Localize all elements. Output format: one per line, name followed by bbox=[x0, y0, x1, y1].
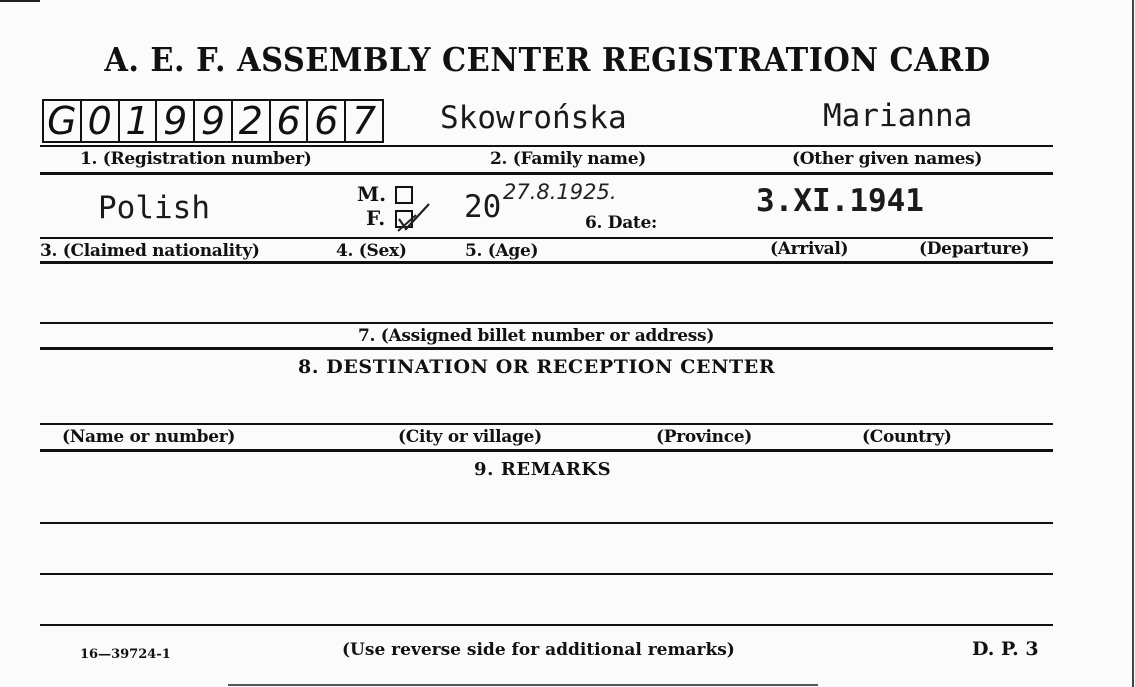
label-family-name: 2. (Family name) bbox=[490, 149, 646, 169]
destination-heading: 8. DESTINATION OR RECEPTION CENTER bbox=[298, 356, 776, 378]
sex-male-label: M. bbox=[357, 182, 387, 206]
arrival-date-value: 3.XI.1941 bbox=[756, 183, 924, 219]
sex-female-label: F. bbox=[366, 206, 386, 230]
reg-digit: G bbox=[44, 101, 82, 141]
remarks-line-1 bbox=[40, 522, 1053, 524]
scan-edge bbox=[0, 0, 40, 2]
nationality-value: Polish bbox=[98, 190, 210, 226]
scan-edge bbox=[1132, 0, 1134, 687]
form-number: 16—39724-1 bbox=[80, 647, 171, 662]
label-date: 6. Date: bbox=[585, 213, 657, 233]
reg-digit: 2 bbox=[233, 101, 271, 141]
label-arrival: (Arrival) bbox=[770, 239, 849, 259]
reg-digit: 1 bbox=[120, 101, 158, 141]
check-mark-icon bbox=[396, 203, 430, 237]
given-names-value: Marianna bbox=[823, 98, 973, 134]
card-title: A. E. F. ASSEMBLY CENTER REGISTRATION CARD bbox=[104, 40, 991, 79]
label-other-given-names: (Other given names) bbox=[792, 149, 983, 169]
reg-digit: 6 bbox=[308, 101, 346, 141]
family-name-value: Skowrońska bbox=[440, 100, 627, 136]
row1-rule bbox=[40, 145, 1053, 147]
form-code: D. P. 3 bbox=[972, 638, 1039, 660]
label-age: 5. (Age) bbox=[465, 241, 539, 261]
remarks-line-2 bbox=[40, 573, 1053, 575]
remarks-top-rule bbox=[40, 449, 1053, 452]
label-country: (Country) bbox=[862, 427, 952, 447]
label-city-or-village: (City or village) bbox=[398, 427, 542, 447]
remarks-heading: 9. REMARKS bbox=[474, 459, 612, 480]
remarks-line-3 bbox=[40, 624, 1053, 626]
destination-rule bbox=[40, 423, 1053, 425]
billet-rule bbox=[40, 322, 1053, 324]
reverse-side-note: (Use reverse side for additional remarks) bbox=[342, 640, 735, 660]
reg-digit: 7 bbox=[352, 99, 377, 143]
row2-rule bbox=[40, 237, 1053, 239]
scan-edge bbox=[228, 684, 818, 686]
row3-top-rule bbox=[40, 261, 1053, 264]
reg-digit: 6 bbox=[271, 101, 309, 141]
row2-top-rule bbox=[40, 172, 1053, 175]
label-departure: (Departure) bbox=[919, 239, 1030, 259]
birth-date-handwritten: 27.8.1925. bbox=[503, 180, 617, 204]
label-province: (Province) bbox=[656, 427, 753, 447]
age-value: 20 bbox=[464, 189, 502, 225]
label-registration-number: 1. (Registration number) bbox=[80, 149, 312, 169]
reg-digit: 9 bbox=[195, 101, 233, 141]
label-sex: 4. (Sex) bbox=[336, 241, 407, 261]
label-claimed-nationality: 3. (Claimed nationality) bbox=[40, 241, 260, 261]
sex-male-checkbox bbox=[395, 186, 413, 204]
destination-top-rule bbox=[40, 347, 1053, 350]
registration-number-box bbox=[42, 99, 384, 143]
label-billet: 7. (Assigned billet number or address) bbox=[358, 326, 715, 346]
reg-digit: 0 bbox=[82, 101, 120, 141]
reg-digit: 9 bbox=[157, 101, 195, 141]
label-name-or-number: (Name or number) bbox=[62, 427, 236, 447]
